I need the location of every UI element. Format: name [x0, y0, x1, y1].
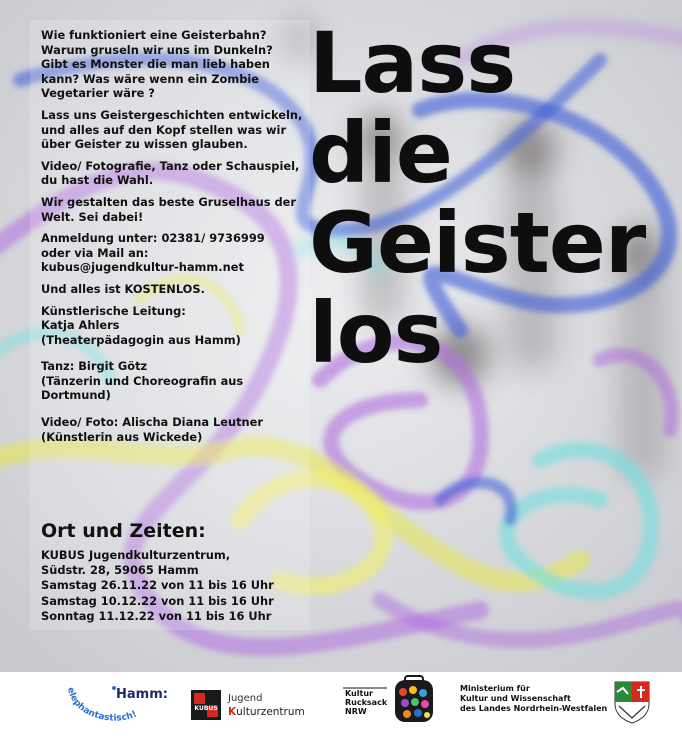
- location-heading: Ort und Zeiten:: [41, 520, 206, 542]
- elephantastisch-text: elephantastisch!: [64, 686, 139, 724]
- kubus-kulturzentrum: ulturzentrum: [236, 706, 305, 718]
- kulturrucksack-logo: [343, 674, 453, 724]
- kultur-line-1: Kultur: [345, 689, 373, 698]
- kubus-box-text: KUBUS: [194, 705, 218, 712]
- elephantastisch-logo: [60, 680, 185, 728]
- artistic-direction: Künstlerische Leitung: Katja Ahlers (Theaterpädagogin aus Hamm): [41, 303, 241, 347]
- kubus-jugend: Jugend: [228, 693, 263, 704]
- info-column: [41, 28, 306, 451]
- svg-text:Kulturzentrum: [228, 706, 305, 718]
- intro-paragraph: Wie funktioniert eine Geisterbahn? Warum gruseln wir uns im Dunkeln? Gibt es Monster die man lieb haben kann? Was wäre wenn ein Zombie Vegetarier wäre ?: [41, 28, 273, 101]
- kultur-line-2: Rucksack: [345, 698, 388, 707]
- registration-paragraph: Anmeldung unter: 02381/ 9736999 oder via Mail an: kubus@jugendkultur-hamm.net: [41, 231, 265, 275]
- video-credit: Video/ Foto: Alischa Diana Leutner (Künstlerin aus Wickede): [41, 415, 263, 444]
- ministerium-logo: Ministerium für Kultur und Wissenschaft des Landes Nordrhein-Westfalen: [460, 684, 608, 713]
- kubus-logo: [191, 688, 331, 722]
- free-note: Und alles ist KOSTENLOS.: [41, 281, 205, 296]
- dance-credit: Tanz: Birgit Götz (Tänzerin und Choreografin aus Dortmund): [41, 359, 244, 403]
- kubus-k: K: [228, 706, 237, 718]
- hamm-text: Hamm:: [116, 687, 168, 702]
- email-address: kubus@jugendkultur-hamm.net: [41, 260, 244, 275]
- location-details: KUBUS Jugendkulturzentrum, Südstr. 28, 59065 Hamm Samstag 26.11.22 von 11 bis 16 Uhr Samstag 10.12.22 von 11 bis 16 Uhr Sonntag 11.12.22 von 11 bis 16 Uhr: [41, 548, 274, 623]
- kultur-line-3: NRW: [345, 707, 367, 716]
- invitation-paragraph: Wir gestalten das beste Gruselhaus der Welt. Sei dabei!: [41, 194, 297, 224]
- description-paragraph: Lass uns Geistergeschichten entwickeln, und alles auf den Kopf stellen was wir über Geister zu wissen glauben.: [41, 107, 303, 152]
- nrw-coat-of-arms-icon: [613, 680, 651, 724]
- poster-title: Lass die Geister los: [309, 14, 646, 382]
- options-paragraph: Video/ Fotografie, Tanz oder Schauspiel, du hast die Wahl.: [41, 158, 300, 188]
